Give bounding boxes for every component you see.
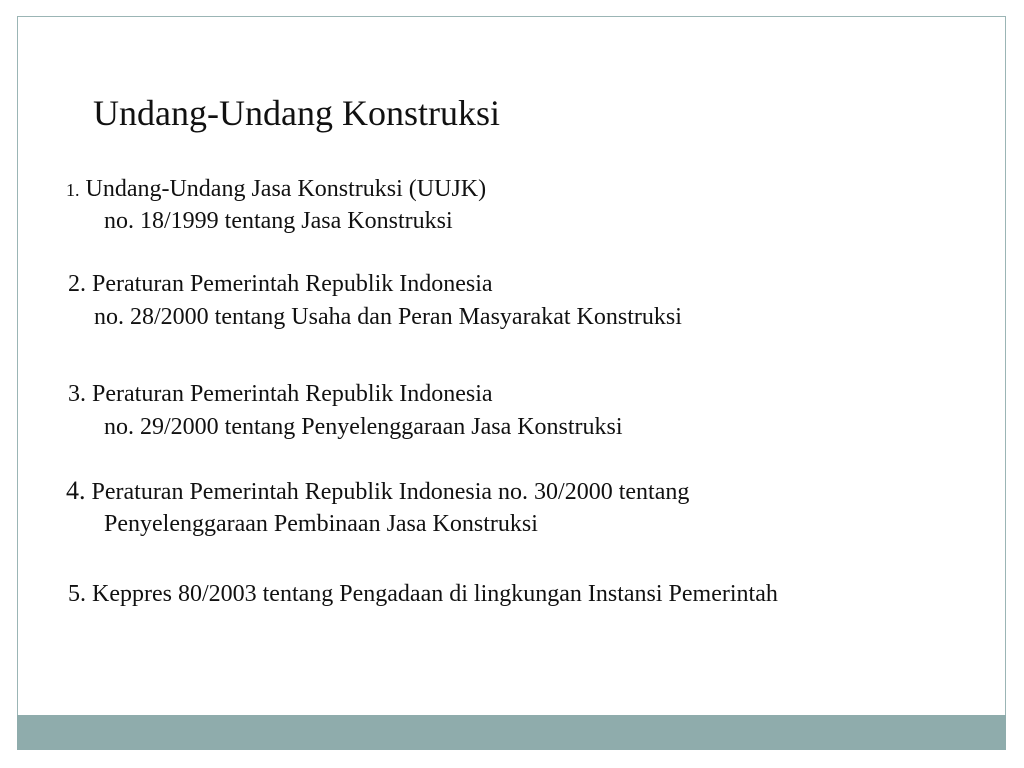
list-item-5-text: Keppres 80/2003 tentang Pengadaan di lingkungan Instansi Pemerintah bbox=[92, 581, 778, 607]
list-item-2-number: 2. bbox=[68, 271, 86, 297]
list-item-4-number: 4. bbox=[66, 476, 86, 505]
list-item-1-text: Undang-Undang Jasa Konstruksi (UUJK) bbox=[85, 176, 487, 202]
list-item-3-line2: no. 29/2000 tentang Penyelenggaraan Jasa Konstruksi bbox=[104, 414, 623, 440]
list-item-2-line2: no. 28/2000 tentang Usaha dan Peran Masyarakat Konstruksi bbox=[94, 304, 682, 330]
list-item-2-text: Peraturan Pemerintah Republik Indonesia bbox=[92, 271, 493, 297]
list-item-4-text: Peraturan Pemerintah Republik Indonesia no. 30/2000 tentang bbox=[91, 479, 690, 505]
list-item-5-line1 bbox=[68, 580, 778, 608]
list-item-1-number: 1. bbox=[66, 180, 80, 200]
list-item-1-line2: no. 18/1999 tentang Jasa Konstruksi bbox=[104, 208, 453, 234]
list-item-4-line2: Penyelenggaraan Pembinaan Jasa Konstruksi bbox=[104, 511, 538, 537]
footer-bar bbox=[17, 715, 1006, 750]
list-item-3-text: Peraturan Pemerintah Republik Indonesia bbox=[92, 381, 493, 407]
slide-title: Undang-Undang Konstruksi bbox=[93, 93, 500, 133]
list-item-5-number: 5. bbox=[68, 581, 86, 607]
list-item-2-line1 bbox=[68, 270, 493, 298]
list-item-4-line1 bbox=[66, 477, 689, 506]
list-item-3-number: 3. bbox=[68, 381, 86, 407]
list-item-3-line1 bbox=[68, 380, 493, 408]
list-item-1-line1 bbox=[66, 175, 486, 204]
